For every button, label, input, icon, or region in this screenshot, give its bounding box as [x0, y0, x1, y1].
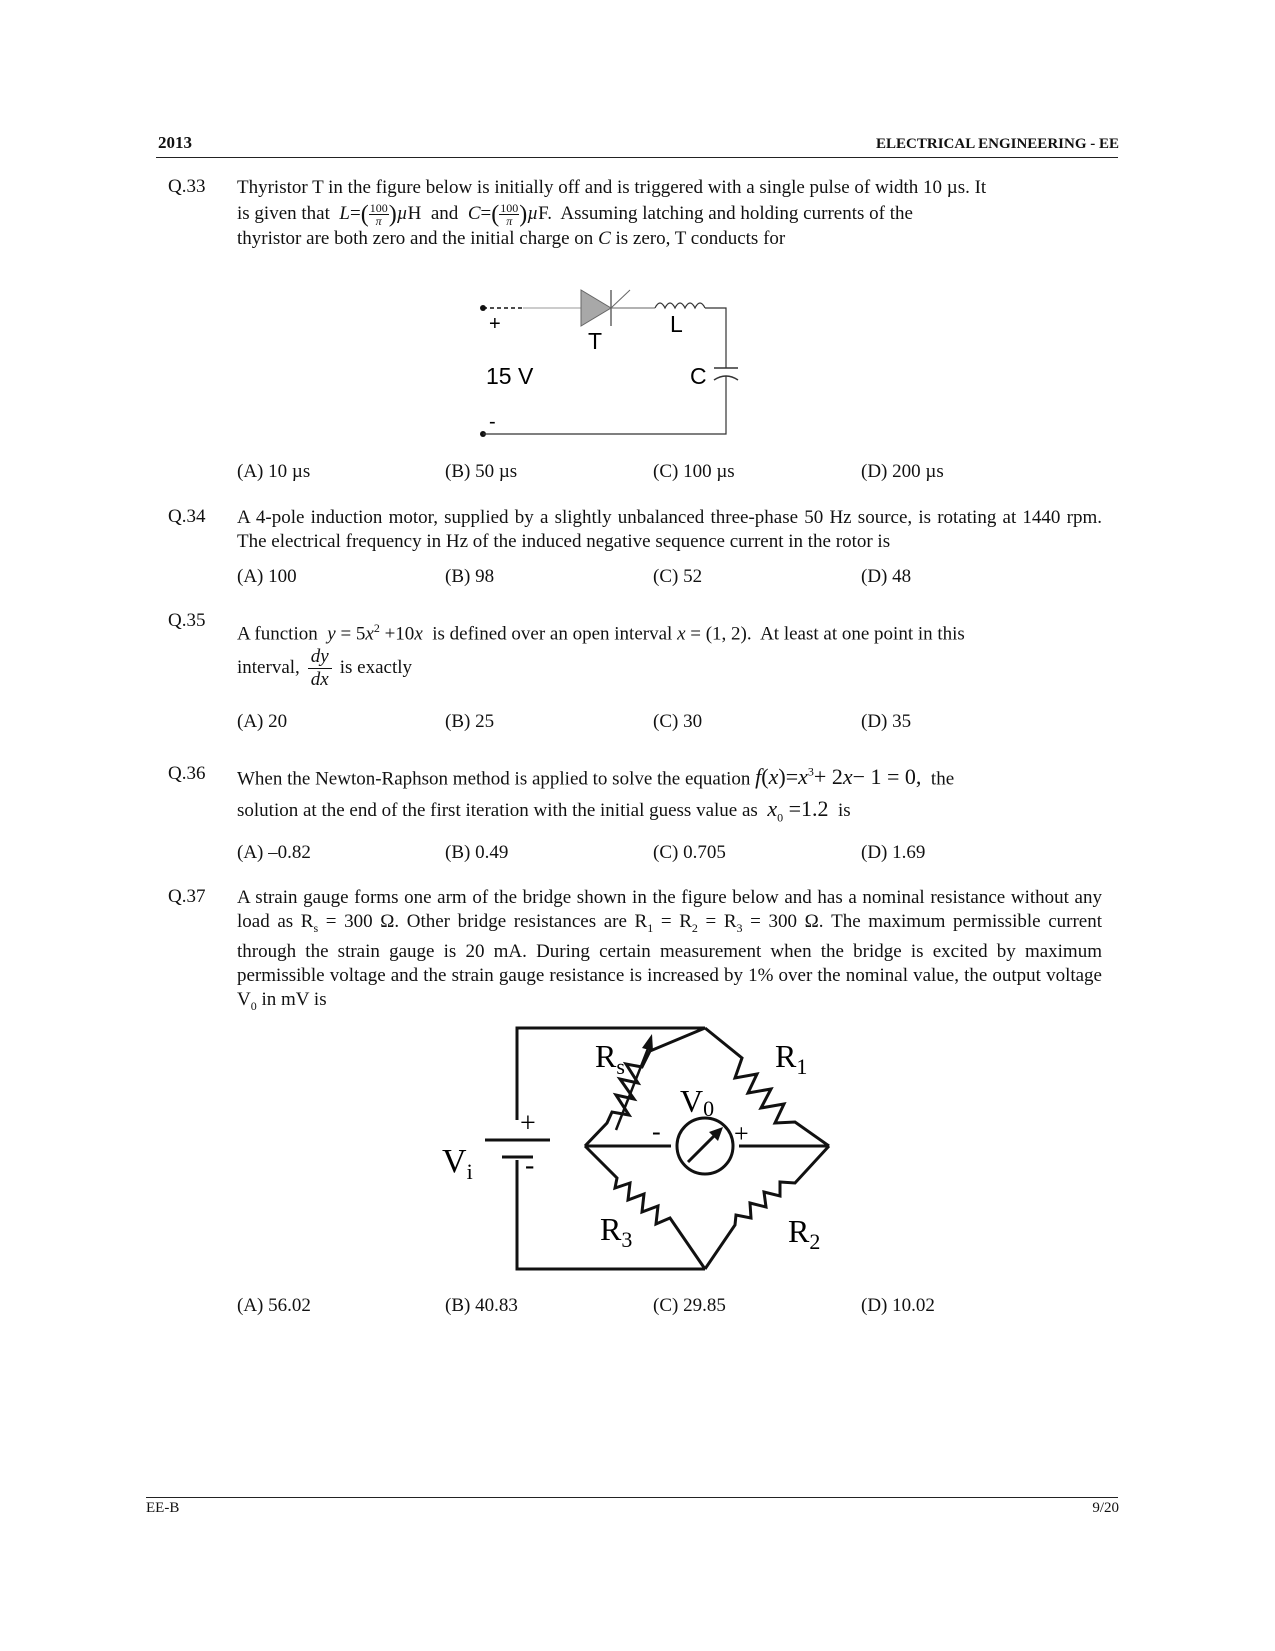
q37-text: A strain gauge forms one arm of the bridge shown in the figure below and has a nominal resistance without any load as $R_s = 300$ Ω. Other bridge resistances are $R_1 = R_2 = R_3 = 300$ Ω. The maximum permissible current through the strain gauge is 20 mA. During certain measurement when the bridge is excited by maximum permissible voltage and the strain gauge resistance is increased by 1% over the nominal value, the output voltage $V_0$ in mV is — [237, 887, 1102, 1013]
q37-source-minus: - — [525, 1150, 535, 1181]
q37-rs-label: $R_s$ — [595, 1038, 625, 1079]
q33-capacitor-label: C — [690, 363, 707, 389]
q37-source-plus: + — [520, 1108, 536, 1139]
q36-number: Q.36 — [168, 763, 206, 784]
q36-line2: solution at the end of the first iteration with the initial guess value as $x_0 =1.2$ is — [237, 796, 851, 825]
q34-option-d: (D) 48 — [861, 566, 912, 587]
q33-inductor-coil — [655, 303, 705, 308]
q35-number: Q.35 — [168, 610, 206, 631]
q33-thyristor-gate — [611, 290, 630, 308]
q33-option-b: (B) 50 µs — [445, 461, 518, 482]
q37-option-d: (D) 10.02 — [861, 1295, 935, 1316]
q37-option-a: (A) 56.02 — [237, 1295, 311, 1316]
q33-inductor-label: L — [670, 311, 683, 337]
q33-line3: thyristor are both zero and the initial charge on C is zero, T conducts for — [237, 228, 786, 250]
q35-option-b: (B) 25 — [445, 711, 495, 732]
q33-plus-label: + — [489, 313, 501, 335]
q33-C-fraction: $\frac{100}{\pi}$ — [500, 201, 519, 229]
exam-year: 2013 — [158, 133, 192, 152]
q33-thyristor-symbol — [581, 290, 611, 326]
q35-option-d: (D) 35 — [861, 711, 912, 732]
paper-code: EE-B — [146, 1500, 180, 1516]
q36-line1: When the Newton-Raphson method is applied to solve the equation $f(x)=x^3+ 2x- 1 = 0$, the — [237, 764, 955, 790]
q35-option-c: (C) 30 — [653, 711, 703, 732]
q34-option-b: (B) 98 — [445, 566, 495, 587]
q35-derivative: $\frac{dy}{dx}$ — [308, 646, 332, 691]
q34-option-a: (A) 100 — [237, 566, 297, 587]
q37-options — [237, 1295, 1077, 1317]
q34-options — [237, 566, 1077, 588]
q35-option-a: (A) 20 — [237, 711, 288, 732]
exam-subject: ELECTRICAL ENGINEERING - EE — [876, 136, 1119, 152]
q37-meter-plus: + — [734, 1119, 749, 1148]
q37-r2-label: $R_2$ — [788, 1213, 821, 1254]
header-rule — [156, 157, 1118, 158]
q35-options — [237, 711, 1077, 733]
q33-option-d: (D) 200 µs — [861, 461, 944, 482]
q35-line1: A function $y = 5x^2 +10x$ is defined over an open interval x = (1, 2). At least at one point in this — [237, 621, 965, 645]
q37-meter-minus: - — [652, 1117, 661, 1146]
q33-number: Q.33 — [168, 176, 206, 197]
q33-source-label: 15 V — [486, 363, 534, 389]
q33-L-fraction: $\frac{100}{\pi}$ — [369, 201, 388, 229]
q35-line2: interval, $\frac{dy}{dx}$ is exactly — [237, 646, 412, 690]
q34-number: Q.34 — [168, 506, 206, 527]
q33-text — [237, 176, 1102, 251]
q36-option-a: (A) –0.82 — [237, 842, 311, 863]
q37-bridge-circuit — [430, 1020, 850, 1285]
q37-option-c: (C) 29.85 — [653, 1295, 726, 1316]
q37-r1-label: $R_1$ — [775, 1038, 808, 1079]
q33-wire-right-top — [705, 308, 726, 368]
footer-rule — [146, 1497, 1118, 1498]
q37-variable-arrowhead — [642, 1034, 653, 1051]
q37-option-b: (B) 40.83 — [445, 1295, 518, 1316]
q33-thyristor-circuit — [470, 285, 770, 455]
q37-r3-label: $R_3$ — [600, 1211, 633, 1252]
q37-v0-label: V0 — [680, 1083, 715, 1121]
q33-option-a: (A) 10 µs — [237, 461, 311, 482]
q37-meter-needle — [688, 1133, 717, 1162]
page-number: 9/20 — [1092, 1500, 1119, 1516]
q37-r3-resistor — [585, 1146, 705, 1269]
q33-minus-label: - — [489, 411, 496, 433]
q33-options — [237, 461, 1077, 483]
q33-line1: Thyristor T in the figure below is initially off and is triggered with a single pulse of width 10 µs. It — [237, 177, 987, 198]
q37-r1-resistor — [705, 1028, 829, 1146]
q33-line2: is given that L=( $\frac{100}{\pi}$ )µH and C=( $\frac{100}{\pi}$ )µF. Assuming latching and holding currents of the — [237, 201, 913, 229]
q36-option-c: (C) 0.705 — [653, 842, 726, 863]
q34-text: A 4-pole induction motor, supplied by a slightly unbalanced three-phase 50 Hz source, is rotating at 1440 rpm. The electrical frequency in Hz of the induced negative sequence current in the rotor is — [237, 507, 1102, 552]
q33-thyristor-label: T — [588, 328, 603, 354]
q36-option-d: (D) 1.69 — [861, 842, 926, 863]
q37-number: Q.37 — [168, 886, 206, 907]
q34-option-c: (C) 52 — [653, 566, 703, 587]
q33-option-c: (C) 100 µs — [653, 461, 735, 482]
q36-options — [237, 842, 1077, 864]
q36-option-b: (B) 0.49 — [445, 842, 509, 863]
q37-vi-label: $V_i$ — [442, 1143, 473, 1184]
